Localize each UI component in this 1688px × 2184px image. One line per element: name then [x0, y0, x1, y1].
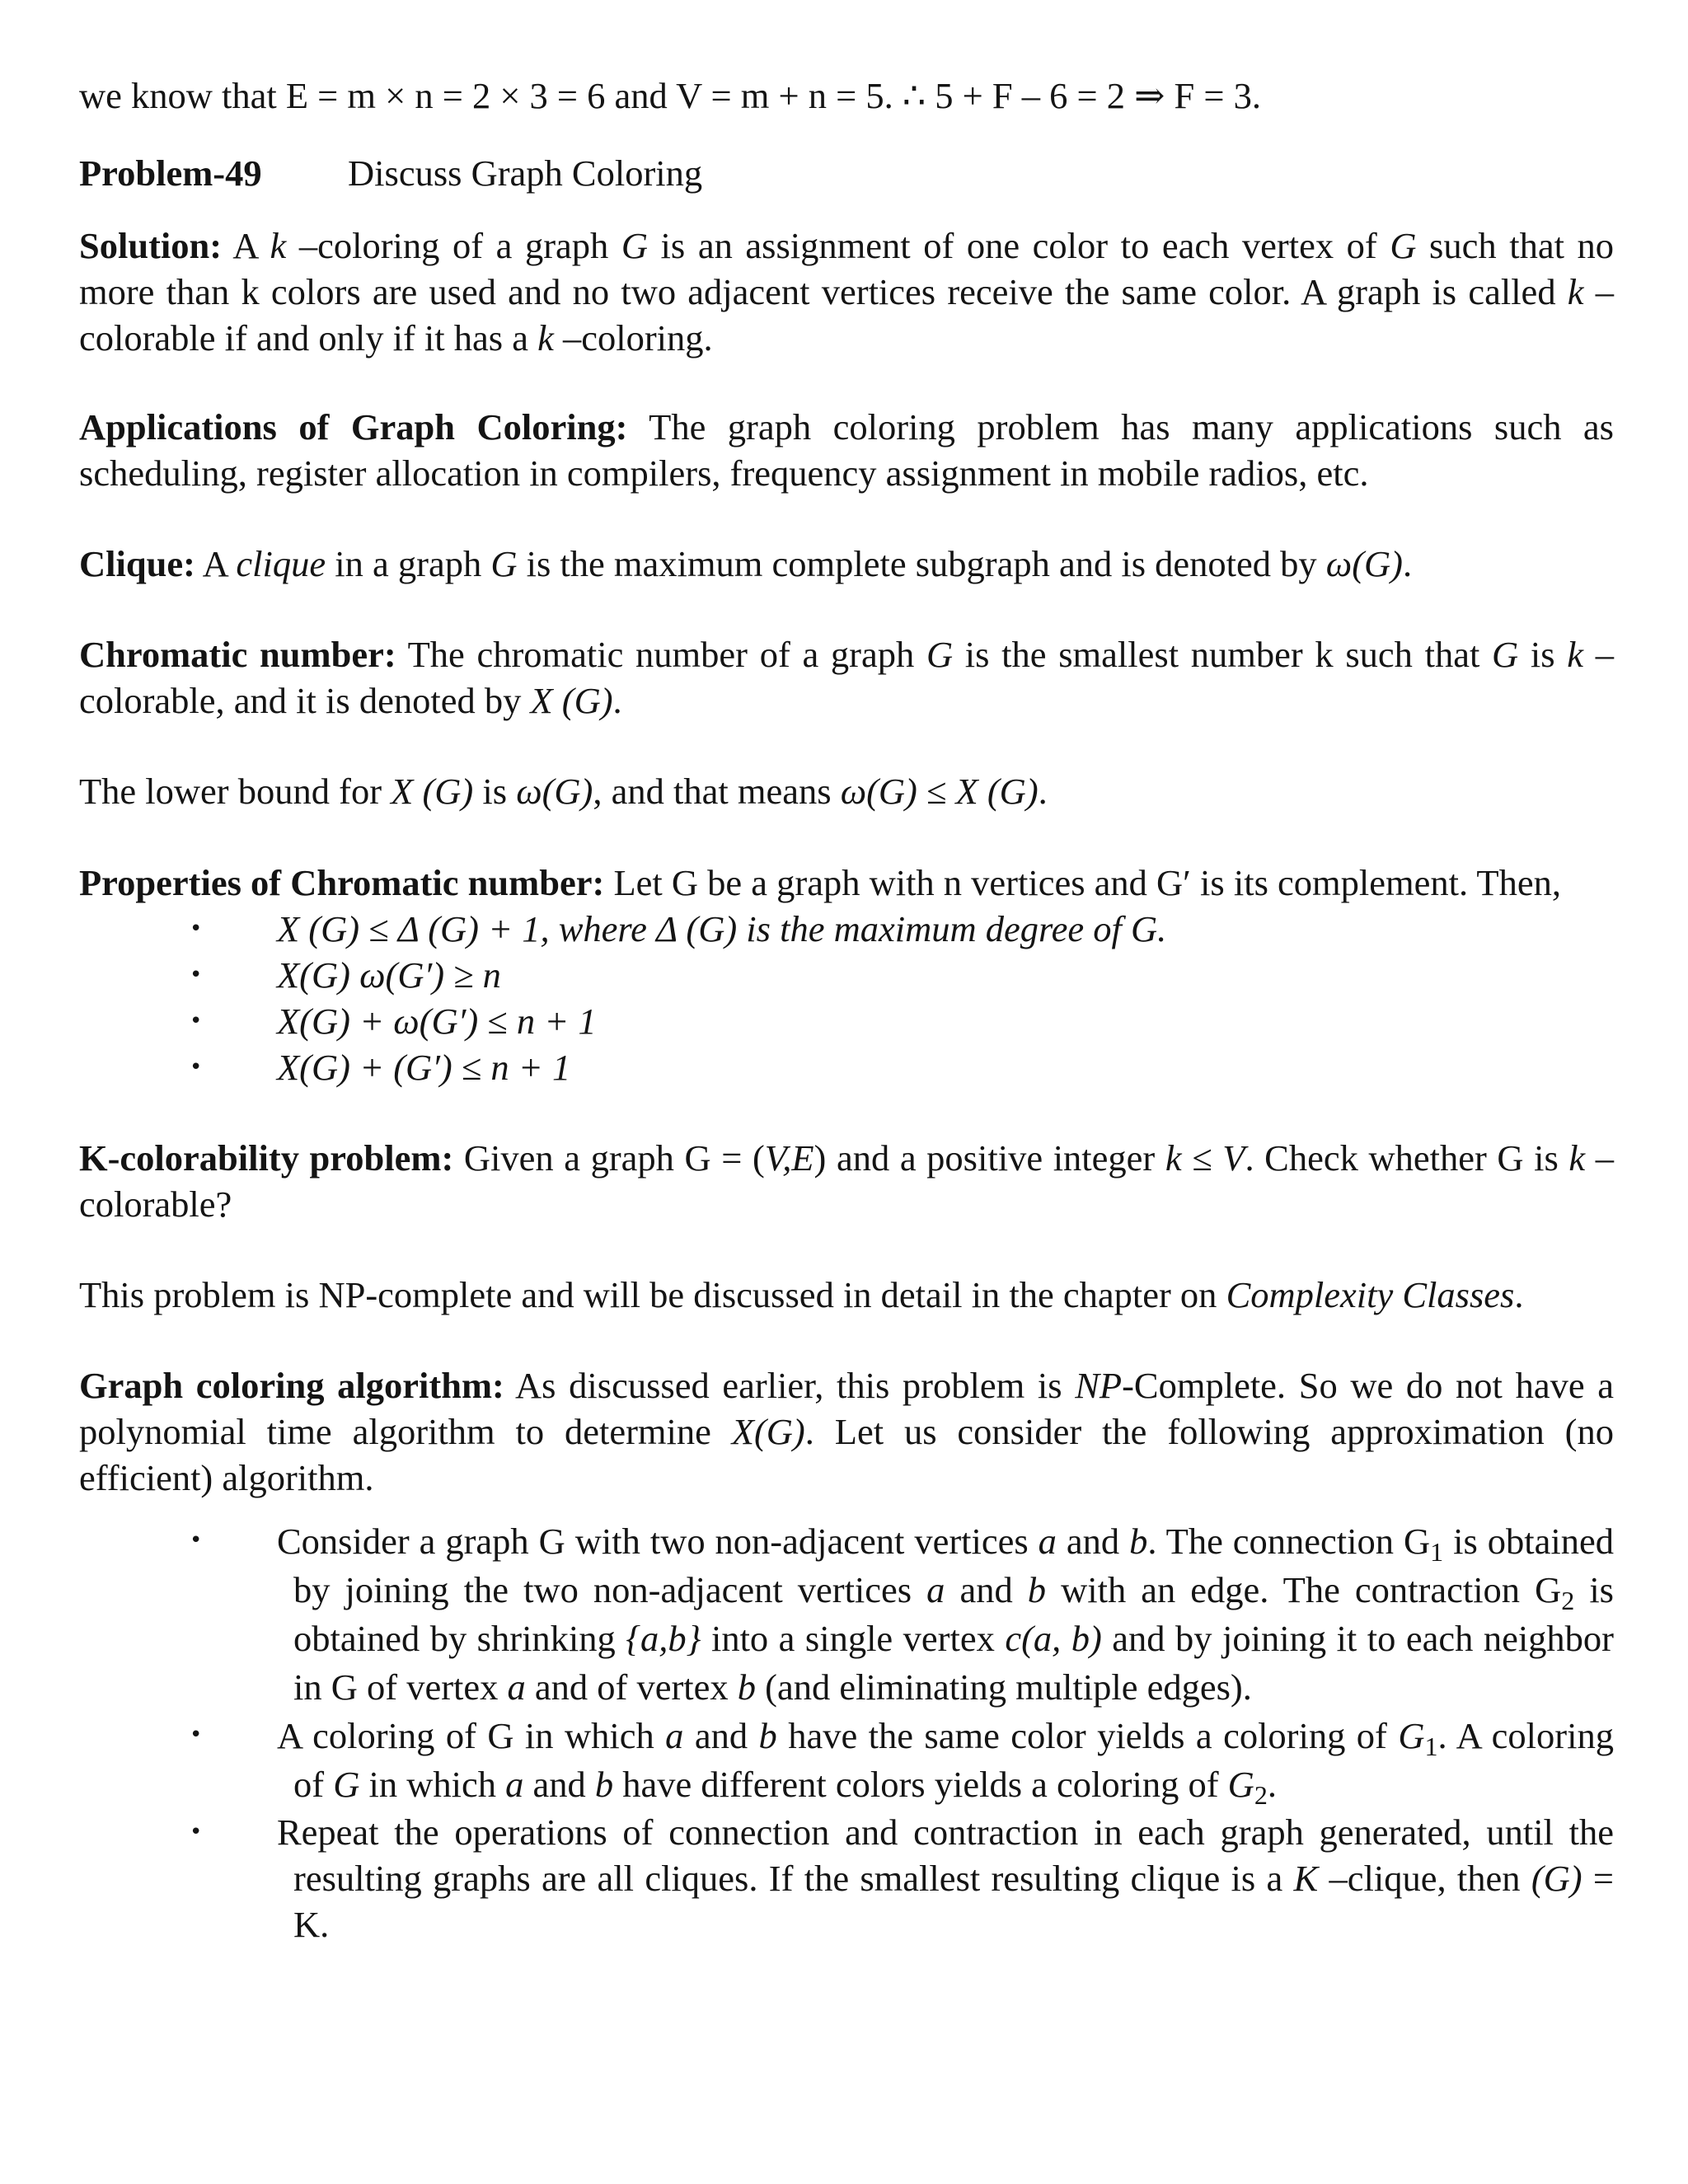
list-item: • X (G) ≤ Δ (G) + 1, where Δ (G) is the maximum degree of G. — [79, 906, 1614, 952]
algorithm-steps-list — [79, 1517, 1614, 1947]
list-item — [79, 1517, 1614, 1712]
solution-paragraph: Solution: A k –coloring of a graph G is an assignment of one color to each vertex of G such that no more than k colors are used and no two adjacent vertices receive the same color. A graph is called k –colorable if and only if it has a k –coloring. — [79, 225, 1615, 359]
problem-title: Discuss Graph Coloring — [348, 152, 703, 194]
step-text: Repeat the operations of connection and contraction in each graph generated, until the resulting graphs are all cliques. If the smallest resulting clique is a K –clique, then (G) = K. — [277, 1811, 1614, 1945]
problem-label: Problem-49 — [79, 152, 262, 194]
bullet-icon: • — [190, 1820, 203, 1844]
intro-line: we know that E = m × n = 2 × 3 = 6 and V = m + n = 5. ∴ 5 + F – 6 = 2 ⇒ F = 3. — [79, 75, 1261, 116]
properties-paragraph: Properties of Chromatic number: Let G be a graph with n vertices and G′ is its complement. Then, — [79, 862, 1561, 903]
problem-heading — [79, 150, 1614, 196]
clique-paragraph: Clique: A clique in a graph G is the maximum complete subgraph and is denoted by ω(G). — [79, 543, 1413, 584]
bullet-icon: • — [190, 916, 203, 941]
properties-list — [79, 906, 1614, 1090]
properties-label: Properties of Chromatic number: — [79, 862, 605, 903]
bullet-icon: • — [190, 1722, 203, 1747]
applications-label: Applications of Graph Coloring: — [79, 406, 628, 448]
k-colorability-paragraph: K-colorability problem: Given a graph G = (V,E) and a positive integer k ≤ V. Check whether G is k –colorable? — [79, 1137, 1615, 1225]
algorithm-label: Graph coloring algorithm: — [79, 1365, 504, 1406]
bullet-icon: • — [190, 1009, 203, 1033]
list-item: • X(G) + (G′) ≤ n + 1 — [79, 1044, 1614, 1090]
chromatic-label: Chromatic number: — [79, 634, 396, 675]
k-colorability-label: K-colorability problem: — [79, 1137, 454, 1179]
solution-label: Solution: — [79, 225, 223, 266]
lower-bound-paragraph: The lower bound for X (G) is ω(G), and that means ω(G) ≤ X (G). — [79, 771, 1048, 812]
bullet-icon: • — [190, 1528, 203, 1553]
list-item: • X(G) + ω(G′) ≤ n + 1 — [79, 998, 1614, 1044]
clique-label: Clique: — [79, 543, 195, 584]
list-item — [79, 1712, 1614, 1809]
bullet-icon: • — [190, 1055, 203, 1080]
step-text: Consider a graph G with two non-adjacent vertices a and b. The connection $G_1$ is obtained by joining the two non-adjacent vertices a and b with an edge. The contraction $G_2$ is obtained by shrinking {a,b} into a single vertex c(a, b) and by joining it to each neighbor in G of vertex a and of vertex b (and eliminating multiple edges). — [277, 1521, 1614, 1708]
bullet-icon: • — [190, 963, 203, 987]
chromatic-number-paragraph: Chromatic number: The chromatic number of a graph G is the smallest number k such that G is k –colorable, and it is denoted by X (G). — [79, 634, 1614, 721]
algorithm-paragraph: Graph coloring algorithm: As discussed earlier, this problem is NP-Complete. So we do not have a polynomial time algorithm to determine X(G). Let us consider the following approximation (no efficient) algorithm. — [79, 1365, 1614, 1498]
list-item: • X(G) ω(G′) ≥ n — [79, 952, 1614, 998]
np-complete-note: This problem is NP-complete and will be discussed in detail in the chapter on Complexity Classes. — [79, 1274, 1524, 1315]
applications-paragraph: Applications of Graph Coloring: The graph coloring problem has many applications such as scheduling, register allocation in compilers, frequency assignment in mobile radios, etc. — [79, 406, 1614, 494]
document-page — [79, 73, 1614, 1947]
step-text: A coloring of G in which a and b have the same color yields a coloring of $G_1$. A coloring of G in which a and b have different colors yields a coloring of $G_2$. — [277, 1715, 1614, 1810]
list-item — [79, 1809, 1614, 1947]
